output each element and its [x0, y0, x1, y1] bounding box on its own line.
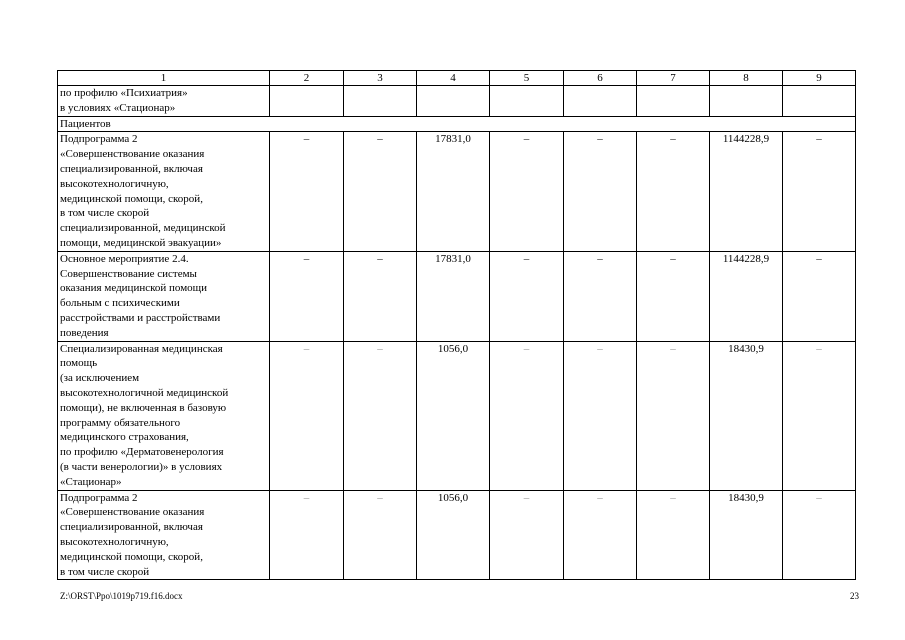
table-cell: –: [344, 341, 417, 490]
table-cell: –: [270, 251, 344, 341]
table-cell: [344, 86, 417, 117]
table-cell: –: [270, 341, 344, 490]
row-label: Подпрограмма 2 «Совершенствование оказания специализированной, включая высокотехнологичную, медицинской помощи, скорой, в том числе скорой: [58, 490, 270, 580]
table-cell: [417, 86, 490, 117]
section-row: [58, 116, 856, 132]
table-cell: –: [270, 132, 344, 251]
table-cell: 1144228,9: [710, 132, 783, 251]
column-number: 8: [710, 71, 783, 86]
table-cell: –: [783, 341, 856, 490]
table-cell: –: [637, 341, 710, 490]
column-number: 9: [783, 71, 856, 86]
table-cell: –: [564, 132, 637, 251]
table-cell: –: [344, 251, 417, 341]
table-cell: 1056,0: [417, 490, 490, 580]
table-cell: 18430,9: [710, 490, 783, 580]
table-cell: [490, 86, 564, 117]
column-number: 3: [344, 71, 417, 86]
column-number: 4: [417, 71, 490, 86]
table-cell: [637, 86, 710, 117]
table-row: [58, 86, 856, 117]
table-cell: 1056,0: [417, 341, 490, 490]
row-label: Подпрограмма 2 «Совершенствование оказания специализированной, включая высокотехнологичную, медицинской помощи, скорой, в том числе скорой специализированной, медицинской помощи, медицинской эвакуации»: [58, 132, 270, 251]
data-table: [57, 70, 856, 580]
table-cell: –: [637, 490, 710, 580]
table-cell: –: [564, 490, 637, 580]
table-cell: –: [637, 132, 710, 251]
table-row: [58, 132, 856, 251]
row-label: Основное мероприятие 2.4. Совершенствование системы оказания медицинской помощи больным с психическими расстройствами и расстройствами поведения: [58, 251, 270, 341]
table-cell: –: [490, 341, 564, 490]
table-cell: [783, 86, 856, 117]
table-cell: 1144228,9: [710, 251, 783, 341]
table-cell: –: [270, 490, 344, 580]
table-cell: –: [490, 490, 564, 580]
table-cell: –: [344, 132, 417, 251]
column-number: 6: [564, 71, 637, 86]
table-cell: –: [564, 341, 637, 490]
table-cell: –: [564, 251, 637, 341]
row-label: Специализированная медицинская помощь (за исключением высокотехнологичной медицинской помощи), не включенная в базовую программу обязательного медицинского страхования, по профилю «Дерматовенерология (в части венерологии)» в условиях «Стационар»: [58, 341, 270, 490]
table-cell: –: [637, 251, 710, 341]
table-cell: [270, 86, 344, 117]
table-cell: 17831,0: [417, 251, 490, 341]
table-cell: –: [490, 251, 564, 341]
row-label: по профилю «Психиатрия» в условиях «Стационар»: [58, 86, 270, 117]
section-label: Пациентов: [58, 116, 856, 132]
table-cell: –: [783, 132, 856, 251]
table-cell: –: [344, 490, 417, 580]
column-number: 5: [490, 71, 564, 86]
column-number: 2: [270, 71, 344, 86]
column-number-row: [58, 71, 856, 86]
page-number: 23: [850, 591, 859, 601]
table-cell: 18430,9: [710, 341, 783, 490]
table-row: [58, 251, 856, 341]
footer-file-path: Z:\ORST\Ppo\1019p719.f16.docx: [60, 591, 183, 601]
table-cell: 17831,0: [417, 132, 490, 251]
column-number: 7: [637, 71, 710, 86]
column-number: 1: [58, 71, 270, 86]
table-row: [58, 490, 856, 580]
table-row: [58, 341, 856, 490]
table-cell: –: [783, 490, 856, 580]
table-cell: [710, 86, 783, 117]
table-cell: –: [490, 132, 564, 251]
table-cell: [564, 86, 637, 117]
table-cell: –: [783, 251, 856, 341]
